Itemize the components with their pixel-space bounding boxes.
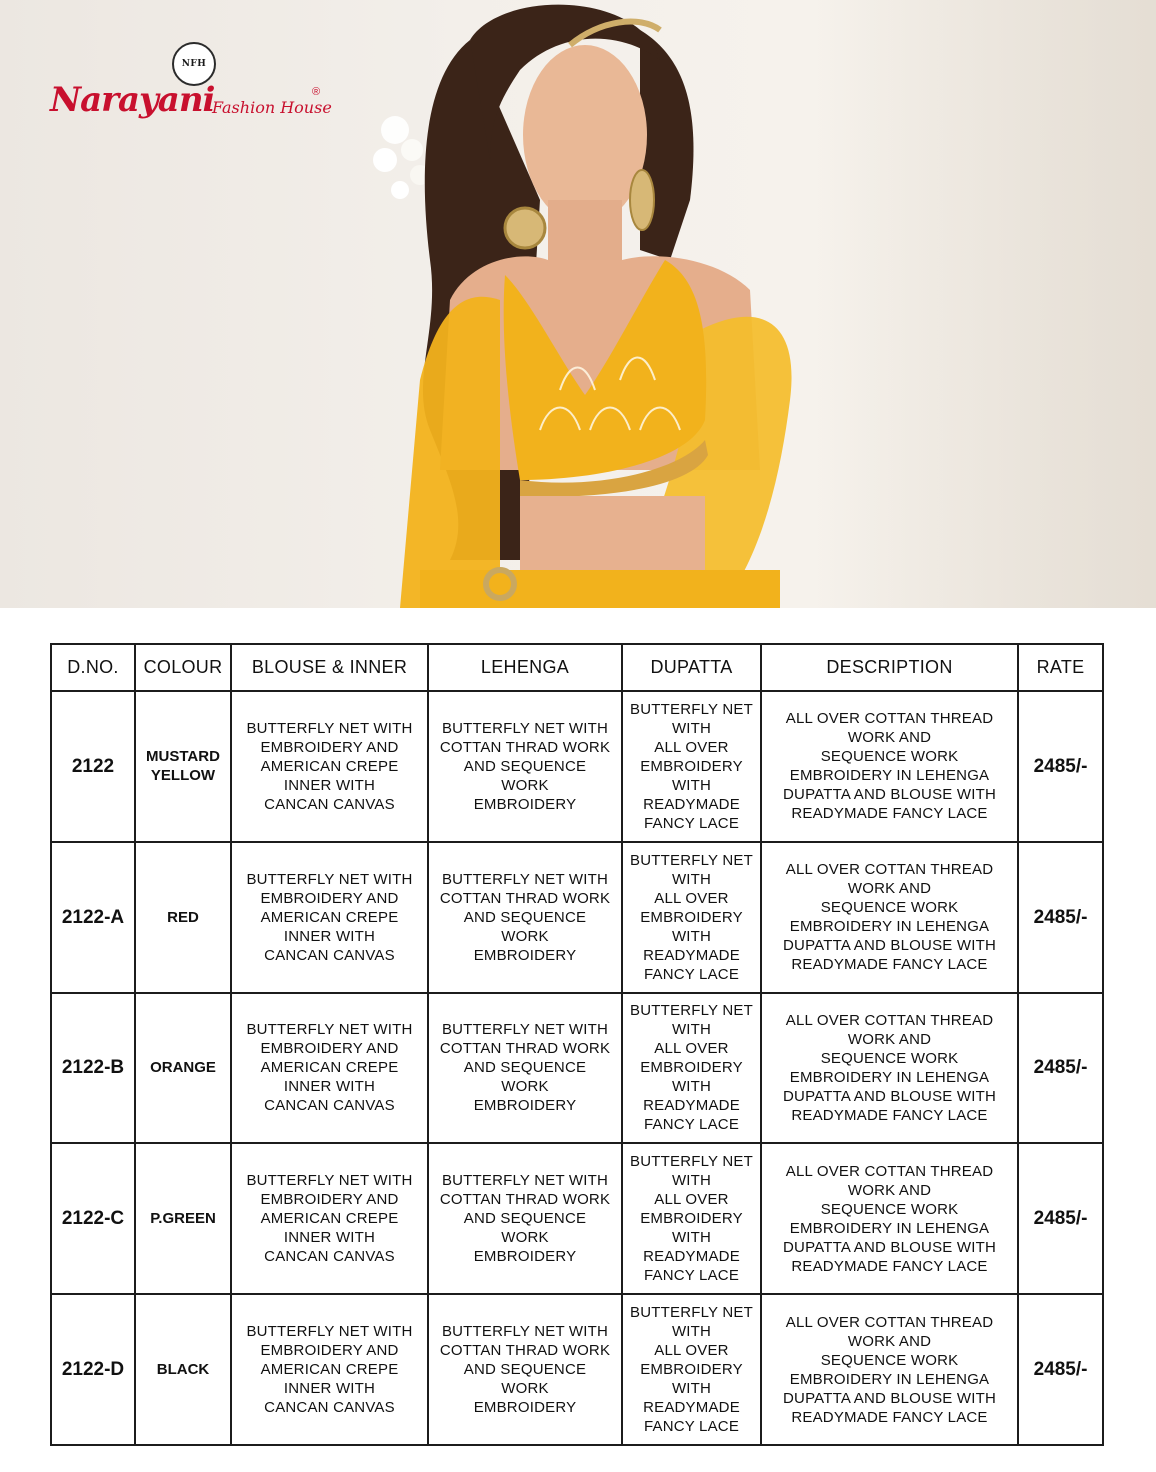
table-row	[51, 993, 1103, 1144]
cell-description: ALL OVER COTTAN THREAD WORK AND SEQUENCE WORK EMBROIDERY IN LEHENGA DUPATTA AND BLOUSE WITH READYMADE FANCY LACE	[761, 993, 1018, 1144]
cell-blouse: BUTTERFLY NET WITH EMBROIDERY AND AMERICAN CREPE INNER WITH CANCAN CANVAS	[231, 691, 428, 842]
brand-emblem: NFH	[172, 42, 216, 86]
face	[523, 45, 647, 225]
header-dno: D.NO.	[51, 644, 135, 691]
brand-logo	[44, 40, 334, 140]
cell-colour: ORANGE	[135, 993, 231, 1144]
cell-dno: 2122-D	[51, 1294, 135, 1445]
cell-blouse: BUTTERFLY NET WITH EMBROIDERY AND AMERICAN CREPE INNER WITH CANCAN CANVAS	[231, 1294, 428, 1445]
header-colour: COLOUR	[135, 644, 231, 691]
cell-dno: 2122	[51, 691, 135, 842]
dupatta-left	[400, 297, 500, 608]
cell-colour: BLACK	[135, 1294, 231, 1445]
header-blouse-inner: BLOUSE & INNER	[231, 644, 428, 691]
cell-rate: 2485/-	[1018, 993, 1103, 1144]
registered-mark: ®	[312, 86, 321, 98]
model-photo	[0, 0, 1156, 608]
table-row	[51, 842, 1103, 993]
cell-dno: 2122-A	[51, 842, 135, 993]
cell-colour: P.GREEN	[135, 1143, 231, 1294]
cell-dupatta: BUTTERFLY NET WITH ALL OVER EMBROIDERY WITH READYMADE FANCY LACE	[622, 1294, 761, 1445]
cell-lehenga: BUTTERFLY NET WITH COTTAN THRAD WORK AND SEQUENCE WORK EMBROIDERY	[428, 691, 622, 842]
cell-dno: 2122-C	[51, 1143, 135, 1294]
cell-dupatta: BUTTERFLY NET WITH ALL OVER EMBROIDERY WITH READYMADE FANCY LACE	[622, 842, 761, 993]
cell-colour: MUSTARD YELLOW	[135, 691, 231, 842]
brand-name: Narayani	[50, 80, 215, 120]
table-header-row	[51, 644, 1103, 691]
cell-description: ALL OVER COTTAN THREAD WORK AND SEQUENCE WORK EMBROIDERY IN LEHENGA DUPATTA AND BLOUSE WITH READYMADE FANCY LACE	[761, 1143, 1018, 1294]
table-row	[51, 691, 1103, 842]
product-table	[50, 643, 1104, 1446]
cell-blouse: BUTTERFLY NET WITH EMBROIDERY AND AMERICAN CREPE INNER WITH CANCAN CANVAS	[231, 993, 428, 1144]
header-rate: RATE	[1018, 644, 1103, 691]
neck	[548, 200, 622, 270]
brand-subtitle: Fashion House	[212, 98, 332, 117]
cell-lehenga: BUTTERFLY NET WITH COTTAN THRAD WORK AND SEQUENCE WORK EMBROIDERY	[428, 1294, 622, 1445]
product-table-wrapper	[50, 643, 1102, 1446]
earring-right	[630, 170, 654, 230]
cell-description: ALL OVER COTTAN THREAD WORK AND SEQUENCE WORK EMBROIDERY IN LEHENGA DUPATTA AND BLOUSE WITH READYMADE FANCY LACE	[761, 691, 1018, 842]
lehenga-waist	[420, 570, 780, 608]
cell-dupatta: BUTTERFLY NET WITH ALL OVER EMBROIDERY WITH READYMADE FANCY LACE	[622, 993, 761, 1144]
table-row	[51, 1143, 1103, 1294]
cell-colour: RED	[135, 842, 231, 993]
cell-dno: 2122-B	[51, 993, 135, 1144]
cell-rate: 2485/-	[1018, 1143, 1103, 1294]
cell-lehenga: BUTTERFLY NET WITH COTTAN THRAD WORK AND SEQUENCE WORK EMBROIDERY	[428, 1143, 622, 1294]
table-row	[51, 1294, 1103, 1445]
cell-rate: 2485/-	[1018, 1294, 1103, 1445]
cell-lehenga: BUTTERFLY NET WITH COTTAN THRAD WORK AND SEQUENCE WORK EMBROIDERY	[428, 993, 622, 1144]
cell-dupatta: BUTTERFLY NET WITH ALL OVER EMBROIDERY WITH READYMADE FANCY LACE	[622, 691, 761, 842]
cell-rate: 2485/-	[1018, 842, 1103, 993]
cell-rate: 2485/-	[1018, 691, 1103, 842]
header-description: DESCRIPTION	[761, 644, 1018, 691]
cell-blouse: BUTTERFLY NET WITH EMBROIDERY AND AMERICAN CREPE INNER WITH CANCAN CANVAS	[231, 1143, 428, 1294]
header-dupatta: DUPATTA	[622, 644, 761, 691]
midriff	[520, 496, 705, 576]
cell-description: ALL OVER COTTAN THREAD WORK AND SEQUENCE WORK EMBROIDERY IN LEHENGA DUPATTA AND BLOUSE WITH READYMADE FANCY LACE	[761, 1294, 1018, 1445]
cell-description: ALL OVER COTTAN THREAD WORK AND SEQUENCE WORK EMBROIDERY IN LEHENGA DUPATTA AND BLOUSE WITH READYMADE FANCY LACE	[761, 842, 1018, 993]
cell-lehenga: BUTTERFLY NET WITH COTTAN THRAD WORK AND SEQUENCE WORK EMBROIDERY	[428, 842, 622, 993]
cell-blouse: BUTTERFLY NET WITH EMBROIDERY AND AMERICAN CREPE INNER WITH CANCAN CANVAS	[231, 842, 428, 993]
earring-left	[505, 208, 545, 248]
cell-dupatta: BUTTERFLY NET WITH ALL OVER EMBROIDERY WITH READYMADE FANCY LACE	[622, 1143, 761, 1294]
header-lehenga: LEHENGA	[428, 644, 622, 691]
